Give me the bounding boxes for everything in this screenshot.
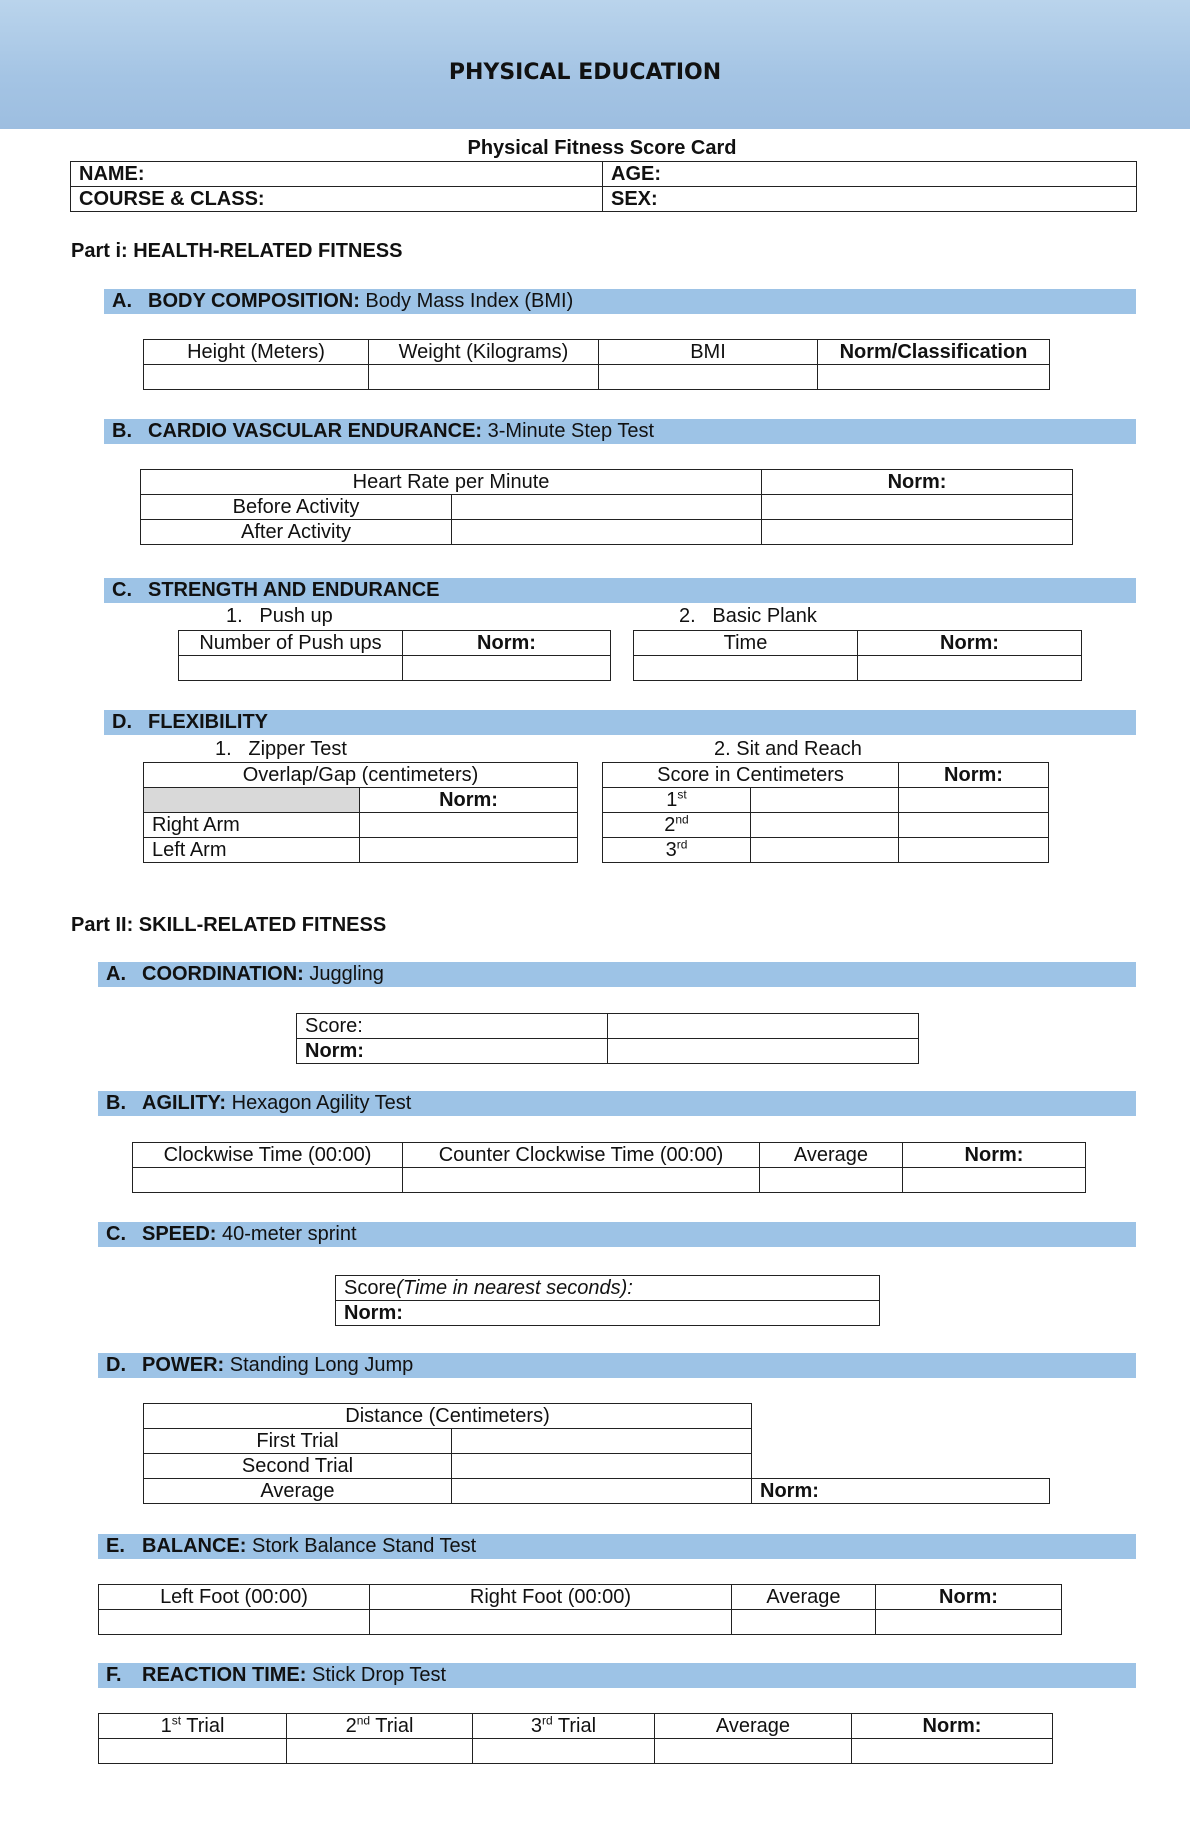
trial-1-label: 1st	[603, 788, 751, 813]
clockwise-header: Clockwise Time (00:00)	[133, 1143, 403, 1168]
sit-reach-label: 2. Sit and Reach	[714, 738, 862, 760]
plank-table	[633, 630, 1082, 681]
section-subtitle: Body Mass Index (BMI)	[359, 290, 574, 312]
section-letter: B.	[106, 1092, 126, 1114]
second-trial-cell[interactable]	[452, 1454, 752, 1479]
norm-classification-header: Norm/Classification	[818, 340, 1050, 365]
section-title: BALANCE:	[142, 1535, 247, 1557]
after-activity-label: After Activity	[141, 520, 452, 545]
reaction-norm-cell[interactable]	[852, 1739, 1053, 1764]
section-cardio	[104, 419, 1136, 444]
reaction-trial-1-cell[interactable]	[99, 1739, 287, 1764]
juggling-norm-cell[interactable]	[608, 1039, 919, 1064]
plank-label: 2. Basic Plank	[679, 605, 817, 627]
second-trial-label: Second Trial	[144, 1454, 452, 1479]
left-arm-label: Left Arm	[144, 838, 360, 863]
section-subtitle: 3-Minute Step Test	[482, 420, 655, 442]
trial-2-norm[interactable]	[899, 813, 1049, 838]
left-arm-cell[interactable]	[360, 838, 578, 863]
agility-norm-cell[interactable]	[903, 1168, 1086, 1193]
counter-clockwise-header: Counter Clockwise Time (00:00)	[403, 1143, 760, 1168]
section-letter: F.	[106, 1664, 122, 1686]
section-letter: D.	[106, 1354, 126, 1376]
score-cm-header: Score in Centimeters	[603, 763, 899, 788]
section-title: STRENGTH AND ENDURANCE	[148, 579, 440, 601]
pushup-table	[178, 630, 611, 681]
section-title: CARDIO VASCULAR ENDURANCE:	[148, 420, 483, 442]
stork-balance-table	[98, 1584, 1062, 1635]
sprint-norm-field[interactable]: Norm:	[336, 1301, 880, 1326]
plank-norm-cell[interactable]	[858, 656, 1082, 681]
section-subtitle: 40-meter sprint	[216, 1223, 357, 1245]
counter-clockwise-cell[interactable]	[403, 1168, 760, 1193]
sex-field[interactable]: SEX:	[603, 187, 1137, 212]
agility-table	[132, 1142, 1086, 1193]
long-jump-table	[143, 1403, 1050, 1504]
section-title: FLEXIBILITY	[148, 711, 268, 733]
after-norm-cell[interactable]	[762, 520, 1073, 545]
page-header	[0, 0, 1190, 129]
juggling-norm-label: Norm:	[297, 1039, 608, 1064]
section-title: POWER:	[142, 1354, 225, 1376]
plank-time-cell[interactable]	[634, 656, 858, 681]
norm-header: Norm:	[762, 470, 1073, 495]
height-cell[interactable]	[144, 365, 369, 390]
course-class-field[interactable]: COURSE & CLASS:	[71, 187, 603, 212]
student-info-table	[70, 161, 1137, 212]
section-flexibility	[104, 710, 1136, 735]
pushup-norm-cell[interactable]	[403, 656, 611, 681]
bmi-header: BMI	[599, 340, 818, 365]
pushup-count-header: Number of Push ups	[179, 631, 403, 656]
heart-rate-header: Heart Rate per Minute	[141, 470, 762, 495]
balance-average-header: Average	[732, 1585, 876, 1610]
trial-2-cell[interactable]	[751, 813, 899, 838]
section-subtitle: Stick Drop Test	[306, 1664, 447, 1686]
trial-3-label: 3rd	[603, 838, 751, 863]
section-title: REACTION TIME:	[142, 1664, 307, 1686]
section-subtitle: Standing Long Jump	[224, 1354, 414, 1376]
section-letter: A.	[112, 290, 132, 312]
before-norm-cell[interactable]	[762, 495, 1073, 520]
section-letter: A.	[106, 963, 126, 985]
section-subtitle: Stork Balance Stand Test	[246, 1535, 477, 1557]
section-coordination	[98, 962, 1136, 987]
section-speed	[98, 1222, 1136, 1247]
stick-drop-table	[98, 1713, 1053, 1764]
step-test-table	[140, 469, 1073, 545]
reaction-trial-1-header: 1st Trial	[99, 1714, 287, 1739]
plank-norm-header: Norm:	[858, 631, 1082, 656]
reaction-norm-header: Norm:	[852, 1714, 1053, 1739]
part1-title: Part i: HEALTH-RELATED FITNESS	[71, 240, 403, 262]
zipper-norm-header: Norm:	[360, 788, 578, 813]
first-trial-label: First Trial	[144, 1429, 452, 1454]
after-activity-cell[interactable]	[452, 520, 762, 545]
jump-average-label: Average	[144, 1479, 452, 1504]
section-letter: E.	[106, 1535, 125, 1557]
right-arm-label: Right Arm	[144, 813, 360, 838]
trial-1-norm[interactable]	[899, 788, 1049, 813]
sprint-score-field[interactable]: Score(Time in nearest seconds):	[336, 1276, 880, 1301]
page-title: PHYSICAL EDUCATION	[448, 60, 722, 85]
section-subtitle: Juggling	[303, 963, 384, 985]
bmi-table	[143, 339, 1050, 390]
weight-header: Weight (Kilograms)	[369, 340, 599, 365]
right-foot-header: Right Foot (00:00)	[370, 1585, 732, 1610]
section-letter: B.	[112, 420, 132, 442]
section-power	[98, 1353, 1136, 1378]
reaction-average-cell[interactable]	[655, 1739, 852, 1764]
left-foot-cell[interactable]	[99, 1610, 370, 1635]
jump-norm-field[interactable]: Norm:	[752, 1479, 1050, 1504]
left-foot-header: Left Foot (00:00)	[99, 1585, 370, 1610]
agility-average-header: Average	[760, 1143, 903, 1168]
sit-norm-header: Norm:	[899, 763, 1049, 788]
bmi-cell[interactable]	[599, 365, 818, 390]
card-title: Physical Fitness Score Card	[467, 137, 737, 159]
section-body-composition	[104, 289, 1136, 314]
norm-cell[interactable]	[818, 365, 1050, 390]
right-foot-cell[interactable]	[370, 1610, 732, 1635]
before-activity-label: Before Activity	[141, 495, 452, 520]
clockwise-cell[interactable]	[133, 1168, 403, 1193]
section-subtitle: Hexagon Agility Test	[226, 1092, 412, 1114]
part2-title: Part II: SKILL-RELATED FITNESS	[71, 914, 387, 936]
section-agility	[98, 1091, 1136, 1116]
reaction-trial-2-header: 2nd Trial	[287, 1714, 473, 1739]
age-field[interactable]: AGE:	[603, 162, 1137, 187]
first-trial-cell[interactable]	[452, 1429, 752, 1454]
pushup-label: 1. Push up	[226, 605, 333, 627]
balance-norm-cell[interactable]	[876, 1610, 1062, 1635]
pushup-count-cell[interactable]	[179, 656, 403, 681]
section-title: COORDINATION:	[142, 963, 304, 985]
right-arm-cell[interactable]	[360, 813, 578, 838]
reaction-trial-3-header: 3rd Trial	[473, 1714, 655, 1739]
section-title: BODY COMPOSITION:	[148, 290, 360, 312]
sprint-table	[335, 1275, 880, 1326]
juggling-table	[296, 1013, 919, 1064]
section-letter: C.	[106, 1223, 126, 1245]
section-reaction	[98, 1663, 1136, 1688]
section-balance	[98, 1534, 1136, 1559]
zipper-table	[143, 762, 578, 863]
balance-norm-header: Norm:	[876, 1585, 1062, 1610]
trial-2-label: 2nd	[603, 813, 751, 838]
zipper-label: 1. Zipper Test	[215, 738, 347, 760]
balance-average-cell[interactable]	[732, 1610, 876, 1635]
before-activity-cell[interactable]	[452, 495, 762, 520]
weight-cell[interactable]	[369, 365, 599, 390]
height-header: Height (Meters)	[144, 340, 369, 365]
reaction-trial-2-cell[interactable]	[287, 1739, 473, 1764]
section-title: AGILITY:	[142, 1092, 227, 1114]
blank-gray-cell	[144, 788, 360, 813]
juggling-score-label: Score:	[297, 1014, 608, 1039]
section-title: SPEED:	[142, 1223, 217, 1245]
pushup-norm-header: Norm:	[403, 631, 611, 656]
juggling-score-cell[interactable]	[608, 1014, 919, 1039]
name-field[interactable]: NAME:	[71, 162, 603, 187]
plank-time-header: Time	[634, 631, 858, 656]
distance-header: Distance (Centimeters)	[144, 1404, 752, 1429]
section-strength	[104, 578, 1136, 603]
trial-3-cell[interactable]	[751, 838, 899, 863]
overlap-header: Overlap/Gap (centimeters)	[144, 763, 578, 788]
jump-average-cell[interactable]	[452, 1479, 752, 1504]
trial-1-cell[interactable]	[751, 788, 899, 813]
agility-norm-header: Norm:	[903, 1143, 1086, 1168]
section-letter: C.	[112, 579, 132, 601]
reaction-average-header: Average	[655, 1714, 852, 1739]
trial-3-norm[interactable]	[899, 838, 1049, 863]
section-letter: D.	[112, 711, 132, 733]
agility-average-cell[interactable]	[760, 1168, 903, 1193]
sit-reach-table	[602, 762, 1049, 863]
reaction-trial-3-cell[interactable]	[473, 1739, 655, 1764]
